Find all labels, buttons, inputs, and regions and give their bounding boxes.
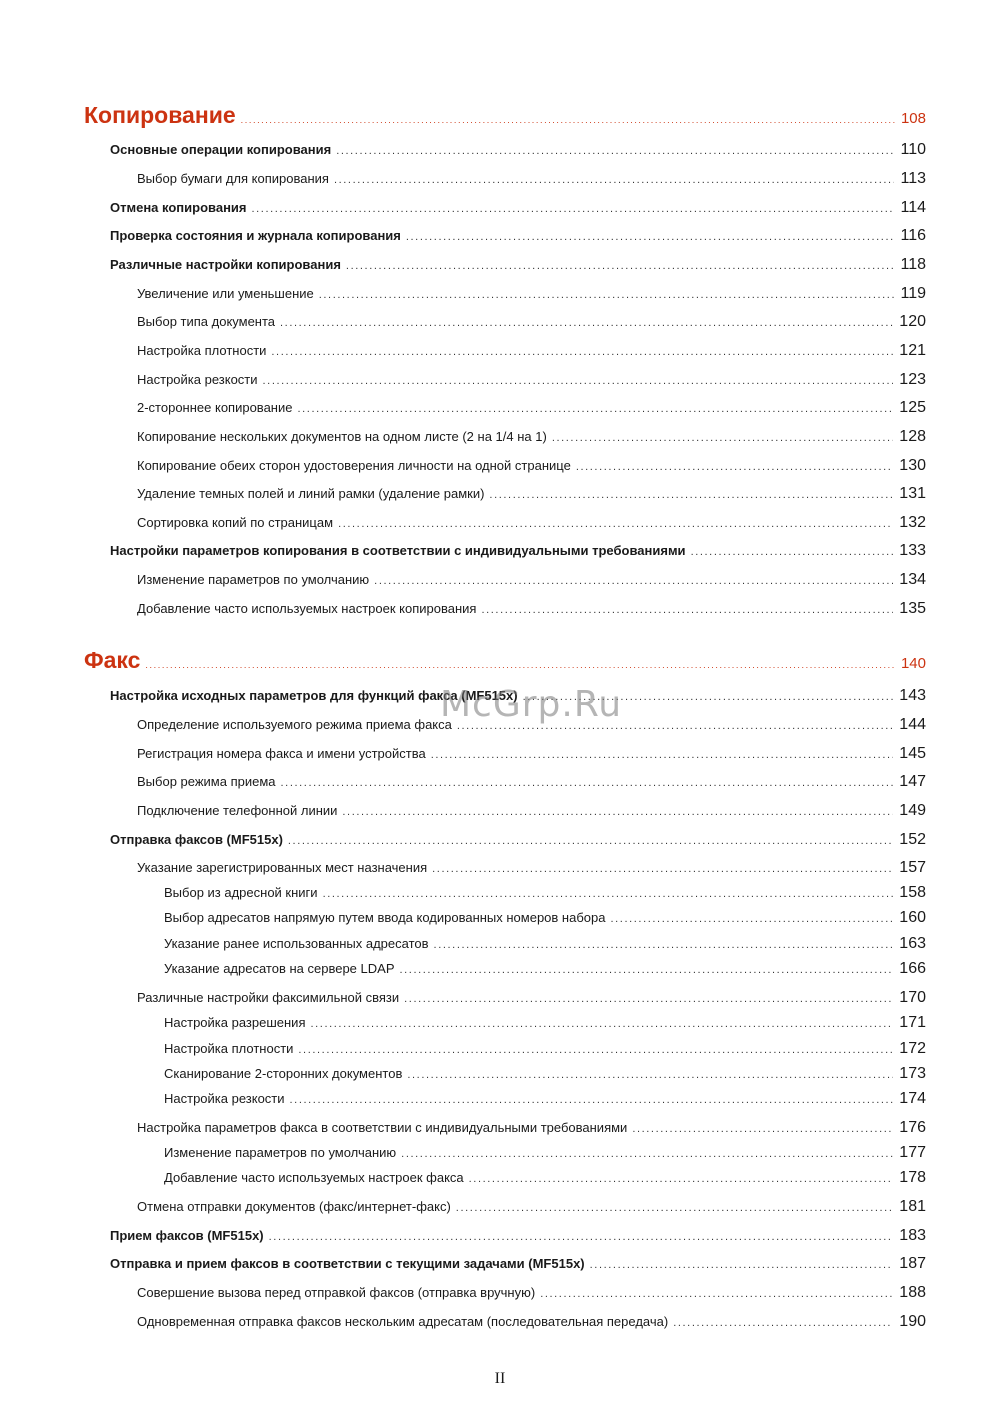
dot-leader bbox=[323, 888, 894, 900]
toc-entry[interactable] bbox=[110, 141, 926, 159]
toc-entry-page: 160 bbox=[899, 909, 926, 926]
toc-entry-title: Отправка факсов (MF515x) bbox=[110, 832, 283, 847]
toc-entry-page: 131 bbox=[899, 485, 926, 502]
dot-leader bbox=[673, 1317, 893, 1329]
toc-entry-title: Настройка резкости bbox=[137, 372, 258, 387]
toc-entry-page: 188 bbox=[899, 1284, 926, 1301]
toc-entry-title: Совершение вызова перед отправкой факсов (отправка вручную) bbox=[137, 1285, 536, 1300]
toc-entry-title: Настройка плотности bbox=[164, 1041, 294, 1056]
toc-entry[interactable] bbox=[137, 170, 926, 188]
toc-entry-page: 108 bbox=[900, 110, 926, 127]
toc-entry[interactable] bbox=[164, 1065, 926, 1083]
toc-entry[interactable] bbox=[110, 256, 926, 274]
dot-leader bbox=[401, 1148, 893, 1160]
toc-entry[interactable] bbox=[137, 342, 926, 360]
toc-entry-title: Удаление темных полей и линий рамки (удаление рамки) bbox=[137, 486, 485, 501]
toc-entry-title: Настройка разрешения bbox=[164, 1015, 306, 1030]
dot-leader bbox=[298, 1044, 893, 1056]
toc-entry[interactable] bbox=[137, 1198, 926, 1216]
toc-entry-title: Отмена отправки документов (факс/интернет-факс) bbox=[137, 1199, 451, 1214]
chapter-heading-copying[interactable] bbox=[84, 102, 926, 129]
toc-entry-title: Выбор типа документа bbox=[137, 314, 276, 329]
toc-entry-title: Факс bbox=[84, 647, 141, 673]
toc-entry-page: 128 bbox=[899, 428, 926, 445]
toc-entry-title: Подключение телефонной линии bbox=[137, 803, 338, 818]
dot-leader bbox=[632, 1123, 893, 1135]
toc-entry-title: Выбор из адресной книги bbox=[164, 885, 318, 900]
watermark: McGrp.Ru bbox=[440, 684, 623, 725]
toc-entry-title: Добавление часто используемых настроек копирования bbox=[137, 601, 477, 616]
toc-entry-title: Указание зарегистрированных мест назначения bbox=[137, 860, 428, 875]
toc-entry[interactable] bbox=[164, 960, 926, 978]
toc-entry[interactable] bbox=[137, 1119, 926, 1137]
toc-entry-page: 170 bbox=[899, 989, 926, 1006]
dot-leader bbox=[576, 461, 893, 473]
toc-entry-title: Определение используемого режима приема факса bbox=[137, 717, 452, 732]
toc-entry-page: 147 bbox=[899, 773, 926, 790]
toc-entry-page: 110 bbox=[900, 141, 926, 158]
toc-entry-page: 134 bbox=[899, 571, 926, 588]
toc-entry[interactable] bbox=[137, 514, 926, 532]
dot-leader bbox=[469, 1173, 894, 1185]
toc-entry-title: Изменение параметров по умолчанию bbox=[164, 1145, 397, 1160]
toc-entry-page: 116 bbox=[900, 227, 926, 244]
toc-entry[interactable] bbox=[110, 1227, 926, 1245]
toc-entry-title: Выбор режима приема bbox=[137, 774, 276, 789]
toc-entry-page: 114 bbox=[900, 199, 926, 216]
toc-entry-page: 183 bbox=[899, 1227, 926, 1244]
dot-leader bbox=[399, 964, 893, 976]
dot-leader bbox=[540, 1288, 893, 1300]
toc-entry[interactable] bbox=[110, 542, 926, 560]
toc-entry-page: 118 bbox=[900, 256, 926, 273]
dot-leader bbox=[481, 604, 893, 616]
toc-entry-page: 163 bbox=[899, 935, 926, 952]
toc-entry-title: Сортировка копий по страницам bbox=[137, 515, 334, 530]
toc-entry[interactable] bbox=[164, 1144, 926, 1162]
dot-leader bbox=[434, 939, 894, 951]
toc-entry[interactable] bbox=[110, 831, 926, 849]
toc-entry-title: Указание адресатов на сервере LDAP bbox=[164, 961, 395, 976]
dot-leader bbox=[336, 145, 894, 157]
toc-entry[interactable] bbox=[164, 1014, 926, 1032]
toc-entry-page: 119 bbox=[900, 285, 926, 302]
toc-entry[interactable] bbox=[137, 802, 926, 820]
toc-entry[interactable] bbox=[137, 399, 926, 417]
dot-leader bbox=[271, 346, 893, 358]
dot-leader bbox=[431, 749, 894, 761]
toc-entry-page: 133 bbox=[899, 542, 926, 559]
toc-entry-title: Настройка плотности bbox=[137, 343, 267, 358]
toc-entry-title: Настройка параметров факса в соответствии с индивидуальными требованиями bbox=[137, 1120, 628, 1135]
toc-entry[interactable] bbox=[137, 371, 926, 389]
dot-leader bbox=[263, 375, 894, 387]
toc-entry-page: 166 bbox=[899, 960, 926, 977]
chapter-heading-fax[interactable] bbox=[84, 647, 926, 674]
toc-entry-title: Добавление часто используемых настроек факса bbox=[164, 1170, 464, 1185]
dot-leader bbox=[406, 231, 895, 243]
toc-entry-page: 174 bbox=[899, 1090, 926, 1107]
toc-entry-page: 120 bbox=[899, 313, 926, 330]
toc-entry-title: Проверка состояния и журнала копирования bbox=[110, 228, 401, 243]
toc-entry-title: Отправка и прием факсов в соответствии с текущими задачами (MF515x) bbox=[110, 1256, 585, 1271]
dot-leader bbox=[288, 835, 893, 847]
toc-entry-title: Указание ранее использованных адресатов bbox=[164, 936, 429, 951]
toc-entry-title: Выбор адресатов напрямую путем ввода кодированных номеров набора bbox=[164, 910, 606, 925]
toc-entry[interactable] bbox=[110, 199, 926, 217]
toc-entry-title: Регистрация номера факса и имени устройства bbox=[137, 746, 426, 761]
toc-entry-page: 145 bbox=[899, 745, 926, 762]
toc-entry[interactable] bbox=[137, 1313, 926, 1331]
toc-entry-title: Увеличение или уменьшение bbox=[137, 286, 314, 301]
toc-entry[interactable] bbox=[137, 859, 926, 877]
dot-leader bbox=[346, 260, 895, 272]
toc-entry-page: 143 bbox=[899, 687, 926, 704]
toc-entry-page: 178 bbox=[899, 1169, 926, 1186]
dot-leader bbox=[489, 489, 893, 501]
toc-entry-page: 171 bbox=[899, 1014, 926, 1031]
toc-entry[interactable] bbox=[137, 1284, 926, 1302]
dot-leader bbox=[280, 317, 893, 329]
dot-leader bbox=[269, 1231, 894, 1243]
toc-entry-page: 135 bbox=[899, 600, 926, 617]
toc-entry-title: Изменение параметров по умолчанию bbox=[137, 572, 370, 587]
toc-entry-page: 177 bbox=[899, 1144, 926, 1161]
toc-entry[interactable] bbox=[164, 935, 926, 953]
toc-entry[interactable] bbox=[137, 428, 926, 446]
toc-entry[interactable] bbox=[164, 1090, 926, 1108]
toc-entry-page: 181 bbox=[899, 1198, 926, 1215]
dot-leader bbox=[145, 660, 895, 670]
dot-leader bbox=[407, 1069, 893, 1081]
toc-entry-page: 152 bbox=[899, 831, 926, 848]
toc-entry-title: Одновременная отправка факсов нескольким адресатам (последовательная передача) bbox=[137, 1314, 669, 1329]
toc-entry[interactable] bbox=[164, 1040, 926, 1058]
toc-entry[interactable] bbox=[110, 227, 926, 245]
dot-leader bbox=[456, 1202, 894, 1214]
dot-leader bbox=[404, 993, 893, 1005]
toc-entry-title: Копирование bbox=[84, 102, 236, 128]
toc-entry-title: Сканирование 2-сторонних документов bbox=[164, 1066, 403, 1081]
dot-leader bbox=[290, 1094, 894, 1106]
toc-entry[interactable] bbox=[164, 1169, 926, 1187]
toc-entry-page: 157 bbox=[899, 859, 926, 876]
dot-leader bbox=[252, 203, 895, 215]
toc-entry[interactable] bbox=[164, 909, 926, 927]
toc-entry-title: Выбор бумаги для копирования bbox=[137, 171, 329, 186]
dot-leader bbox=[297, 403, 893, 415]
toc-entry-page: 121 bbox=[899, 342, 926, 359]
toc-entry-page: 130 bbox=[899, 457, 926, 474]
toc-entry-page: 187 bbox=[899, 1255, 926, 1272]
toc-entry-page: 158 bbox=[899, 884, 926, 901]
toc-entry-page: 149 bbox=[899, 802, 926, 819]
dot-leader bbox=[610, 913, 893, 925]
dot-leader bbox=[319, 289, 895, 301]
toc-entry[interactable] bbox=[137, 773, 926, 791]
toc-entry[interactable] bbox=[137, 485, 926, 503]
dot-leader bbox=[432, 863, 893, 875]
toc-entry-page: 123 bbox=[899, 371, 926, 388]
toc-entry-title: Копирование обеих сторон удостоверения личности на одной странице bbox=[137, 458, 571, 473]
toc-entry-page: 190 bbox=[899, 1313, 926, 1330]
toc-entry-title: 2-стороннее копирование bbox=[137, 400, 293, 415]
dot-leader bbox=[310, 1018, 893, 1030]
toc-entry-page: 132 bbox=[899, 514, 926, 531]
toc-entry[interactable] bbox=[137, 313, 926, 331]
dot-leader bbox=[281, 777, 894, 789]
toc-entry[interactable] bbox=[137, 457, 926, 475]
toc-entry-title: Отмена копирования bbox=[110, 200, 247, 215]
toc-entry-page: 140 bbox=[900, 655, 926, 672]
toc-entry-title: Копирование нескольких документов на одном листе (2 на 1/4 на 1) bbox=[137, 429, 547, 444]
dot-leader bbox=[552, 432, 893, 444]
dot-leader bbox=[691, 546, 894, 558]
toc-entry[interactable] bbox=[137, 745, 926, 763]
dot-leader bbox=[374, 575, 893, 587]
toc-entry-title: Различные настройки копирования bbox=[110, 257, 341, 272]
toc-entry-title: Настройка исходных параметров для функций факса (MF515x) bbox=[110, 688, 518, 703]
toc-entry-title: Настройки параметров копирования в соответствии с индивидуальными требованиями bbox=[110, 543, 686, 558]
toc-entry[interactable] bbox=[137, 989, 926, 1007]
toc-entry-page: 176 bbox=[899, 1119, 926, 1136]
toc-entry[interactable] bbox=[137, 285, 926, 303]
toc-entry[interactable] bbox=[110, 1255, 926, 1273]
dot-leader bbox=[241, 115, 895, 125]
dot-leader bbox=[334, 174, 895, 186]
toc-entry-title: Различные настройки факсимильной связи bbox=[137, 990, 400, 1005]
toc-entry-title: Основные операции копирования bbox=[110, 142, 332, 157]
toc-entry[interactable] bbox=[137, 571, 926, 589]
toc-entry-title: Прием факсов (MF515x) bbox=[110, 1228, 264, 1243]
toc-entry-page: 144 bbox=[899, 716, 926, 733]
toc-entry-page: 113 bbox=[900, 170, 926, 187]
toc-entry-page: 173 bbox=[899, 1065, 926, 1082]
toc-entry-page: 125 bbox=[899, 399, 926, 416]
toc-entry[interactable] bbox=[137, 600, 926, 618]
dot-leader bbox=[590, 1259, 894, 1271]
toc-entry-title: Настройка резкости bbox=[164, 1091, 285, 1106]
page-number: II bbox=[494, 1370, 506, 1387]
toc-entry[interactable] bbox=[164, 884, 926, 902]
dot-leader bbox=[342, 806, 893, 818]
dot-leader bbox=[338, 518, 893, 530]
toc-entry-page: 172 bbox=[899, 1040, 926, 1057]
